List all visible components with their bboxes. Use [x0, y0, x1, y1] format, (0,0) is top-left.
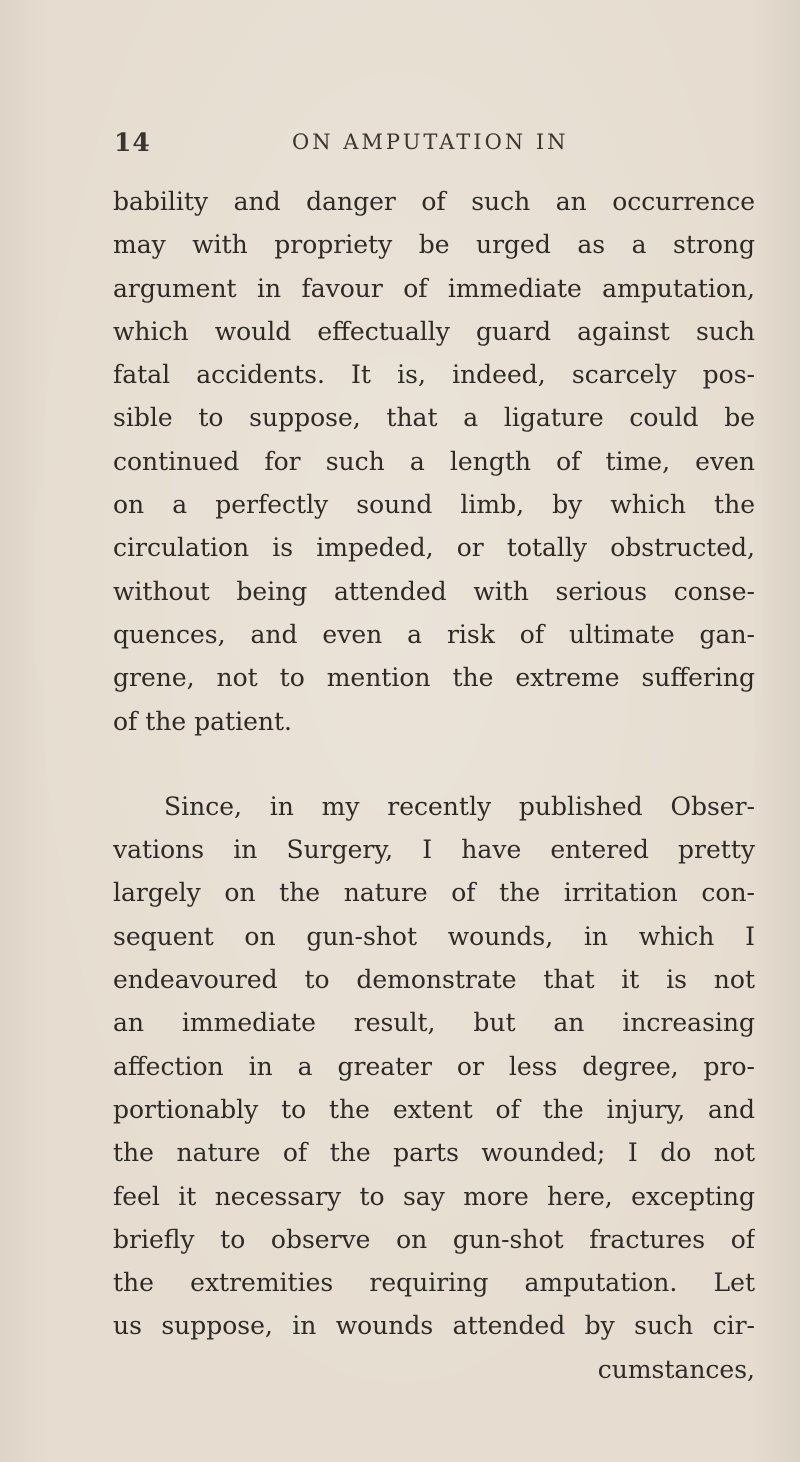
body-text — [113, 180, 755, 1391]
text-line: us suppose, in wounds attended by such cir- — [113, 1311, 755, 1341]
text-line: fatal accidents. It is, indeed, scarcely pos- — [113, 360, 755, 390]
paragraph-1 — [113, 180, 755, 743]
text-line: on a perfectly sound limb, by which the — [113, 490, 755, 520]
page-header — [114, 128, 670, 168]
paragraph-2 — [113, 785, 755, 1348]
text-line: without being attended with serious conse- — [113, 576, 755, 606]
text-line: vations in Surgery, I have entered pretty — [113, 835, 755, 865]
text-line: continued for such a length of time, even — [113, 446, 755, 476]
text-line: briefly to observe on gun-shot fractures of — [113, 1224, 755, 1254]
text-line: of the patient. — [113, 706, 292, 736]
text-line: the extremities requiring amputation. Let — [113, 1268, 755, 1298]
catchword: cumstances, — [597, 1354, 755, 1384]
page-number: 14 — [114, 128, 151, 157]
text-line: which would effectually guard against such — [113, 316, 755, 346]
text-line: feel it necessary to say more here, excepting — [113, 1181, 755, 1211]
paragraph-gap — [113, 743, 755, 785]
text-line: affection in a greater or less degree, pro- — [113, 1051, 755, 1081]
running-head: ON AMPUTATION IN — [292, 130, 569, 154]
text-line: grene, not to mention the extreme suffering — [113, 663, 755, 693]
text-line: portionably to the extent of the injury, and — [113, 1094, 755, 1124]
text-line: may with propriety be urged as a strong — [113, 230, 755, 260]
text-line: the nature of the parts wounded; I do not — [113, 1138, 755, 1168]
text-line: Since, in my recently published Obser- — [164, 791, 755, 821]
text-line: sible to suppose, that a ligature could be — [113, 403, 755, 433]
text-line: bability and danger of such an occurrence — [113, 187, 755, 216]
text-line: circulation is impeded, or totally obstructed, — [113, 533, 755, 563]
text-line: endeavoured to demonstrate that it is not — [113, 965, 755, 995]
text-line: quences, and even a risk of ultimate gan- — [113, 619, 755, 649]
text-line: largely on the nature of the irritation con- — [113, 878, 755, 908]
text-line: sequent on gun-shot wounds, in which I — [113, 921, 755, 951]
text-line: argument in favour of immediate amputation, — [113, 273, 755, 303]
text-line: an immediate result, but an increasing — [113, 1008, 755, 1038]
